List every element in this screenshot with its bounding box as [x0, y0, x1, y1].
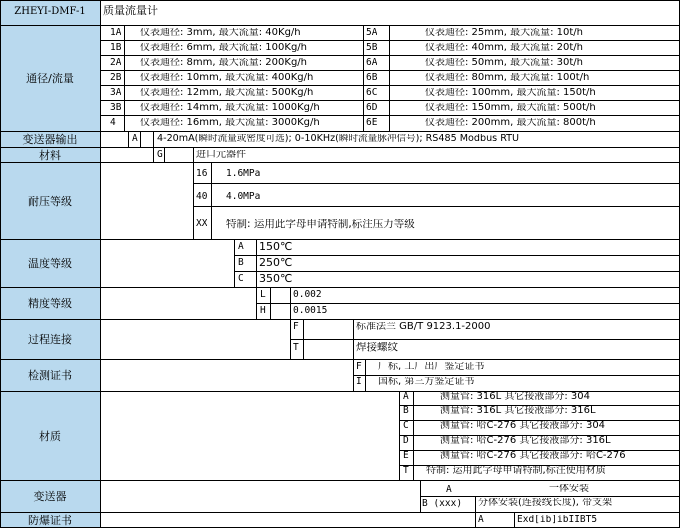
grid-line — [399, 450, 679, 451]
transmitter-text-a: 一体安装 — [549, 484, 589, 494]
label-temperature: 温度等级 — [0, 239, 100, 287]
material-spec: 测量管: 哈C-276 其它接液部分: 304 — [440, 421, 606, 431]
pressure-text-xx: 特制: 运用此字母申请特制,标注压力等级 — [226, 219, 415, 230]
grid-line — [256, 239, 257, 287]
output-code: A — [132, 134, 138, 144]
grid-line — [363, 25, 364, 131]
connection-code-f: F — [293, 322, 299, 332]
material-code: A — [403, 392, 409, 402]
grid-line — [399, 405, 679, 406]
pressure-code-xx: XX — [196, 219, 208, 229]
cert-code-f: F — [356, 362, 362, 372]
grid-line — [0, 512, 679, 513]
diameter-spec-left: 仪表通径: 16mm, 最大流量: 3000Kg/h — [140, 118, 320, 128]
accuracy-code-h: H — [260, 306, 266, 316]
label-diameter-flow: 通径/流量 — [0, 25, 100, 131]
diameter-code-left: 3B — [110, 103, 122, 113]
grid-line — [234, 271, 679, 272]
grid-line — [514, 512, 515, 528]
accuracy-text-l: 0.002 — [293, 290, 322, 300]
diameter-spec-right: 仪表通径: 150mm, 最大流量: 500t/h — [425, 103, 596, 113]
pressure-code-40: 40 — [196, 192, 208, 202]
diameter-code-left: 1B — [110, 43, 122, 53]
grid-line — [290, 339, 679, 340]
material-spec: 特制: 运用此字母申请特制,标注使用材质 — [426, 466, 606, 476]
diameter-code-right: 5A — [366, 28, 378, 38]
grid-line — [0, 131, 679, 132]
label-explosion-cert: 防爆证书 — [0, 512, 100, 528]
grid-line — [0, 147, 679, 148]
grid-line — [211, 162, 212, 239]
accuracy-text-h: 0.0015 — [293, 306, 328, 316]
grid-line — [0, 0, 679, 1]
diameter-code-right: 6B — [366, 73, 378, 83]
grid-line — [100, 0, 101, 528]
model-code: ZHEYI-DMF-1 — [0, 0, 100, 25]
diameter-spec-right: 仪表通径: 25mm, 最大流量: 10t/h — [425, 28, 584, 38]
diameter-spec-left: 仪表通径: 8mm, 最大流量: 200Kg/h — [140, 58, 307, 68]
temp-text-c: 350℃ — [259, 273, 293, 285]
diameter-spec-left: 仪表通径: 10mm, 最大流量: 400Kg/h — [140, 73, 314, 83]
temp-code-b: B — [238, 258, 244, 268]
label-accuracy: 精度等级 — [0, 287, 100, 319]
grid-line — [399, 435, 679, 436]
grid-line — [353, 375, 679, 376]
diameter-code-left: 4 — [110, 118, 116, 128]
grid-line — [153, 147, 154, 162]
output-text: 4-20mA(瞬时流量或密度可选); 0-10KHz(瞬时流量脉冲信号); RS485 Modbus RTU — [157, 134, 520, 144]
material-spec: 测量管: 316L 其它接液部分: 304 — [440, 392, 591, 402]
diameter-spec-right: 仪表通径: 80mm, 最大流量: 100t/h — [425, 73, 590, 83]
diameter-code-left: 2B — [110, 73, 122, 83]
grid-line — [399, 420, 679, 421]
diameter-spec-left: 仪表通径: 6mm, 最大流量: 100Kg/h — [140, 43, 307, 53]
temp-text-a: 150℃ — [259, 241, 293, 253]
diameter-code-right: 5B — [366, 43, 378, 53]
temp-code-a: A — [238, 242, 244, 252]
diameter-code-left: 1A — [110, 28, 122, 38]
cert-code-i: I — [356, 377, 362, 387]
grid-line — [0, 359, 679, 360]
transmitter-code-b: B (xxx) — [422, 499, 463, 509]
diameter-spec-left: 仪表通径: 12mm, 最大流量: 500Kg/h — [140, 88, 314, 98]
pressure-text-40: 4.0MPa — [226, 192, 261, 202]
grid-line — [193, 162, 194, 239]
grid-line — [193, 147, 194, 162]
diameter-code-right: 6C — [366, 88, 378, 98]
label-transmitter-output: 变送器输出 — [0, 131, 100, 147]
grid-line — [0, 319, 679, 320]
material-code: B — [403, 406, 409, 416]
label-certificate: 检测证书 — [0, 359, 100, 391]
material-code: G — [157, 150, 163, 160]
grid-line — [193, 206, 679, 207]
diameter-spec-right: 仪表通径: 40mm, 最大流量: 20t/h — [425, 43, 584, 53]
grid-line — [0, 0, 1, 528]
page-title: 质量流量计 — [103, 5, 158, 17]
diameter-code-left: 3A — [110, 88, 122, 98]
label-process-connection: 过程连接 — [0, 319, 100, 359]
cert-text-i: 国标, 第三方鉴定证书 — [378, 377, 475, 387]
diameter-spec-right: 仪表通径: 200mm, 最大流量: 800t/h — [425, 118, 596, 128]
material-code: E — [403, 451, 409, 461]
label-material-quality: 材质 — [0, 391, 100, 480]
grid-line — [389, 25, 390, 131]
transmitter-text-b: 分体安装(连接线长度), 带支架 — [478, 498, 613, 508]
connection-code-t: T — [293, 343, 299, 353]
grid-line — [0, 162, 679, 163]
grid-line — [475, 496, 476, 512]
grid-line — [0, 25, 679, 26]
temp-text-b: 250℃ — [259, 257, 293, 269]
diameter-code-right: 6A — [366, 58, 378, 68]
grid-line — [193, 183, 679, 184]
grid-line — [164, 147, 165, 162]
grid-line — [0, 239, 679, 240]
diameter-spec-right: 仪表通径: 100mm, 最大流量: 150t/h — [425, 88, 596, 98]
grid-line — [256, 303, 679, 304]
grid-line — [0, 391, 679, 392]
label-transmitter: 变送器 — [0, 480, 100, 512]
accuracy-code-l: L — [260, 290, 266, 300]
material-spec: 测量管: 哈C-276 其它接液部分: 316L — [440, 436, 611, 446]
grid-line — [124, 25, 125, 131]
material-spec: 测量管: 哈C-276 其它接液部分: 哈C-276 — [440, 451, 626, 461]
grid-line — [140, 131, 141, 147]
material-text: 进口元器件 — [196, 150, 246, 160]
connection-text-f: 标准法兰 GB/T 9123.1-2000 — [356, 322, 491, 332]
cert-text-f: 厂标, 工厂出厂鉴定证书 — [378, 362, 485, 372]
diameter-spec-left: 仪表通径: 14mm, 最大流量: 1000Kg/h — [140, 103, 320, 113]
diameter-code-right: 6D — [366, 103, 378, 113]
pressure-text-16: 1.6MPa — [226, 169, 261, 179]
grid-line — [0, 287, 679, 288]
label-pressure: 耐压等级 — [0, 162, 100, 239]
diameter-code-right: 6E — [366, 118, 378, 128]
material-code: C — [403, 421, 409, 431]
grid-line — [0, 480, 679, 481]
grid-line — [128, 131, 129, 147]
material-code: T — [403, 466, 409, 476]
grid-line — [475, 512, 476, 528]
diameter-spec-right: 仪表通径: 50mm, 最大流量: 30t/h — [425, 58, 584, 68]
connection-text-t: 焊接螺纹 — [356, 342, 398, 353]
grid-line — [399, 465, 679, 466]
pressure-code-16: 16 — [196, 169, 208, 179]
temp-code-c: C — [238, 274, 244, 284]
material-code: D — [403, 436, 409, 446]
grid-line — [420, 496, 679, 497]
grid-line — [234, 255, 679, 256]
label-material: 材料 — [0, 147, 100, 162]
diameter-spec-left: 仪表通径: 3mm, 最大流量: 40Kg/h — [140, 28, 301, 38]
grid-line — [234, 239, 235, 287]
transmitter-code-a: A — [446, 485, 452, 495]
explosion-code: A — [478, 515, 484, 525]
material-spec: 测量管: 316L 其它接液部分: 316L — [440, 406, 596, 416]
diameter-code-left: 2A — [110, 58, 122, 68]
grid-line — [153, 131, 154, 147]
explosion-text: Exd[ib]ibIIBT5 — [517, 515, 598, 525]
